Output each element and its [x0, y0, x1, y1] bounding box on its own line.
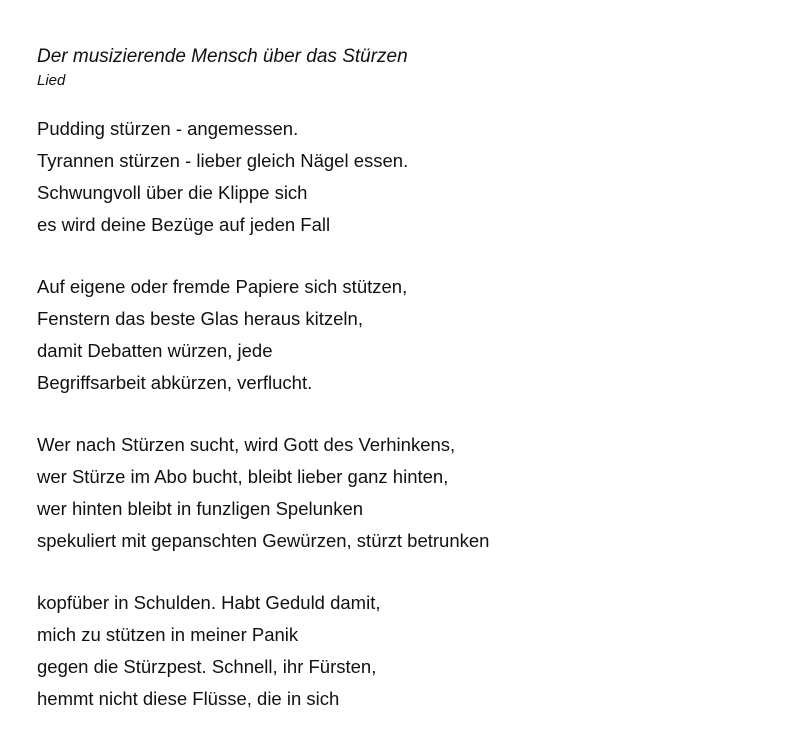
poem-line: Schwungvoll über die Klippe sich: [37, 182, 308, 203]
poem-line: damit Debatten würzen, jede: [37, 340, 273, 361]
poem-line: mich zu stützen in meiner Panik: [37, 624, 299, 645]
poem-line: gegen die Stürzpest. Schnell, ihr Fürsten,: [37, 656, 377, 677]
poem-line: hemmt nicht diese Flüsse, die in sich: [37, 688, 340, 709]
poem-line: kopfüber in Schulden. Habt Geduld damit,: [37, 592, 381, 613]
stanza-4: [37, 587, 772, 715]
poem-line: wer hinten bleibt in funzligen Spelunken: [37, 498, 364, 519]
poem-subtitle: Lied: [37, 72, 66, 89]
poem-line: spekuliert mit gepanschten Gewürzen, stürzt betrunken: [37, 530, 490, 551]
poem-line: Tyrannen stürzen - lieber gleich Nägel essen.: [37, 150, 409, 171]
poem-line: Wer nach Stürzen sucht, wird Gott des Verhinkens,: [37, 434, 456, 455]
poem-line: es wird deine Bezüge auf jeden Fall: [37, 214, 331, 235]
poem-line: Fenstern das beste Glas heraus kitzeln,: [37, 308, 363, 329]
poem-line: Auf eigene oder fremde Papiere sich stützen,: [37, 276, 408, 297]
stanza-3: [37, 429, 772, 557]
poem-page: [37, 44, 772, 745]
poem-line: wer Stürze im Abo bucht, bleibt lieber ganz hinten,: [37, 466, 449, 487]
poem-line: Begriffsarbeit abkürzen, verflucht.: [37, 372, 313, 393]
stanza-1: [37, 113, 772, 241]
poem-title: Der musizierende Mensch über das Stürzen: [37, 46, 408, 67]
stanza-2: [37, 271, 772, 399]
poem-line: Pudding stürzen - angemessen.: [37, 118, 299, 139]
